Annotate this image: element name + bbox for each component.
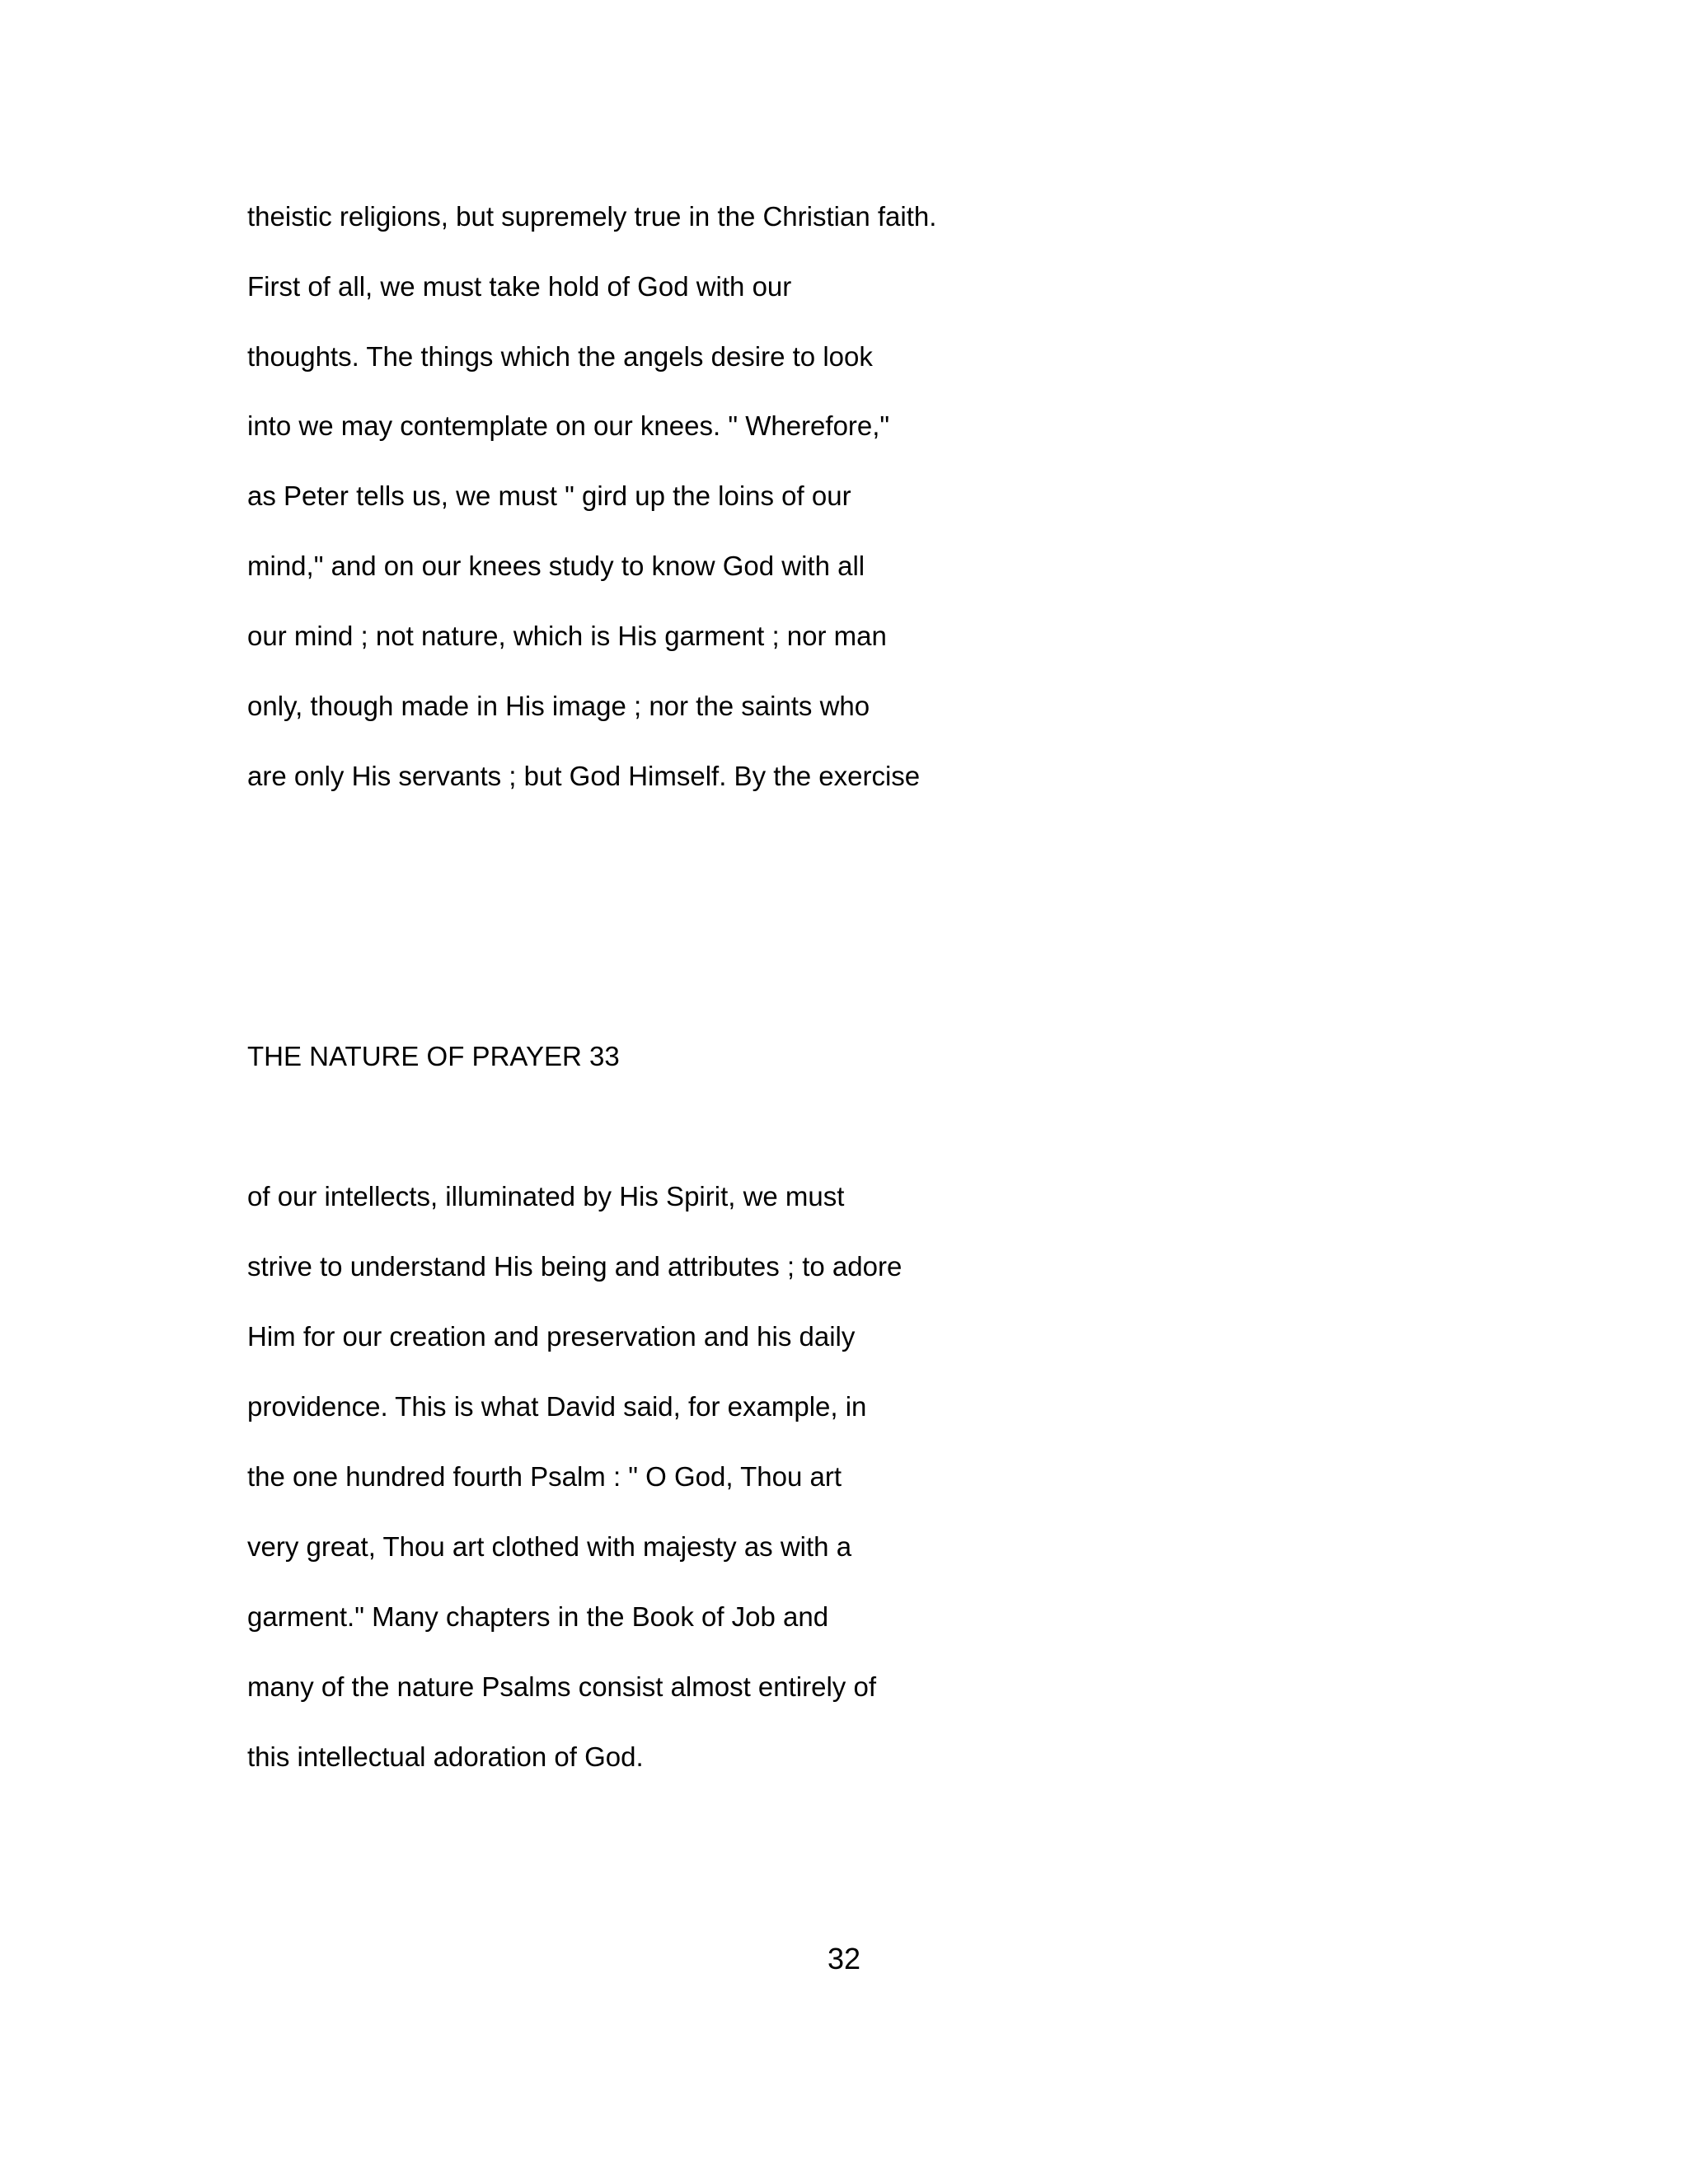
text-line: Him for our creation and preservation and his daily <box>247 1321 856 1352</box>
text-line: garment." Many chapters in the Book of Job and <box>247 1601 829 1632</box>
text-line: the one hundred fourth Psalm : " O God, Thou art <box>247 1461 842 1492</box>
text-line: into we may contemplate on our knees. " Wherefore," <box>247 410 890 441</box>
text-line: as Peter tells us, we must " gird up the loins of our <box>247 480 851 511</box>
text-line: First of all, we must take hold of God with our <box>247 271 792 302</box>
text-line: only, though made in His image ; nor the saints who <box>247 691 870 721</box>
text-line: are only His servants ; but God Himself. By the exercise <box>247 761 921 791</box>
text-line: our mind ; not nature, which is His garment ; nor man <box>247 621 887 651</box>
text-line: very great, Thou art clothed with majesty as with a <box>247 1531 852 1562</box>
text-line: theistic religions, but supremely true in the Christian faith. <box>247 201 937 232</box>
text-line: strive to understand His being and attributes ; to adore <box>247 1251 903 1282</box>
running-header: THE NATURE OF PRAYER 33 <box>247 1041 620 1071</box>
page-number: 32 <box>827 1942 861 1975</box>
text-line: thoughts. The things which the angels desire to look <box>247 341 873 372</box>
text-line: of our intellects, illuminated by His Spirit, we must <box>247 1181 845 1212</box>
text-line: mind," and on our knees study to know God with all <box>247 551 865 581</box>
text-line: this intellectual adoration of God. <box>247 1741 644 1772</box>
text-line: providence. This is what David said, for example, in <box>247 1391 867 1422</box>
text-line: many of the nature Psalms consist almost entirely of <box>247 1671 876 1702</box>
